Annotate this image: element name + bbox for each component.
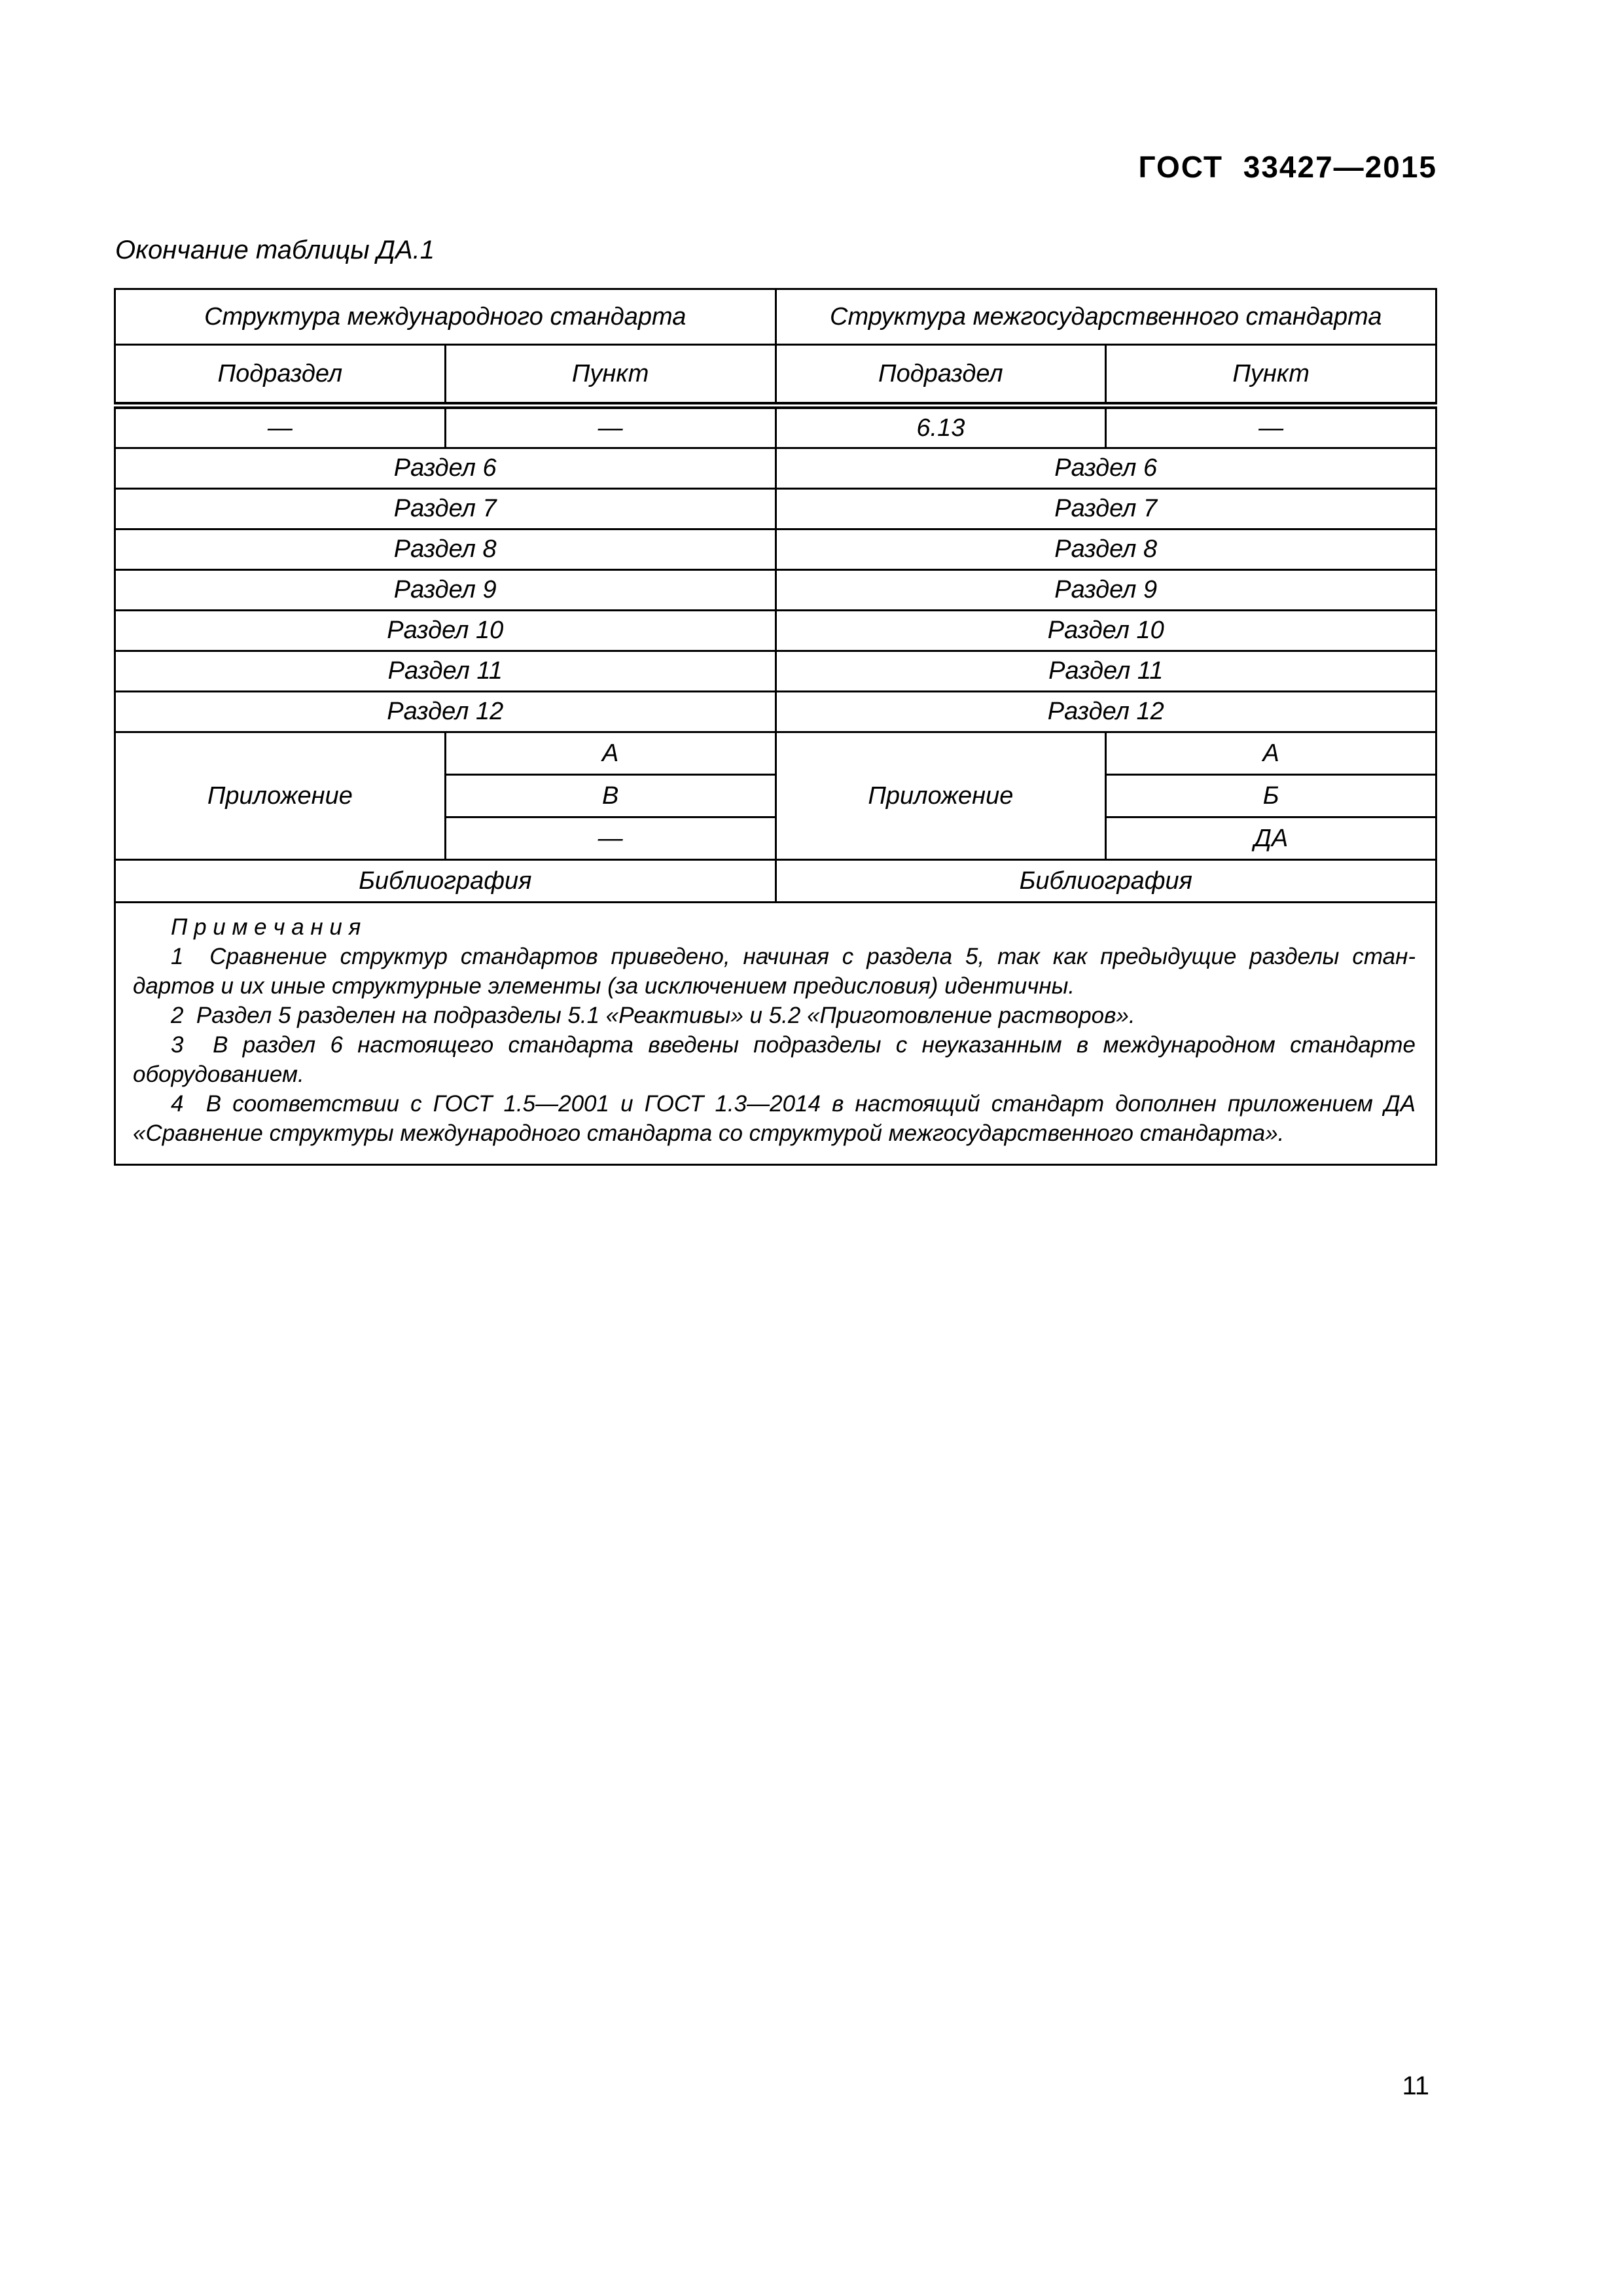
table-row-section-10 xyxy=(115,611,1436,651)
table-cell: Раздел 11 xyxy=(115,651,776,692)
table-cell: — xyxy=(115,406,446,448)
table-row-section-9 xyxy=(115,570,1436,611)
notes-cell xyxy=(115,903,1436,1165)
table-caption: Окончание таблицы ДА.1 xyxy=(115,236,435,264)
table-cell: Раздел 8 xyxy=(776,529,1436,570)
note-line: оборудованием. xyxy=(133,1062,304,1087)
table-cell: Раздел 6 xyxy=(776,448,1436,489)
group-header-row xyxy=(115,289,1436,345)
table-cell: — xyxy=(445,406,776,448)
subheader-intl-clause: Пункт xyxy=(445,345,776,406)
table-cell: В xyxy=(445,775,776,817)
table-cell: Раздел 8 xyxy=(115,529,776,570)
table-cell: Раздел 10 xyxy=(776,611,1436,651)
subheader-interstate-subsection: Подраздел xyxy=(776,345,1106,406)
group-header-international: Структура международного стандарта xyxy=(115,289,776,345)
table-cell: Раздел 9 xyxy=(776,570,1436,611)
notes-title: П р и м е ч а н и я xyxy=(171,914,361,940)
note-line: 3 В раздел 6 настоящего стандарта введены подразделы с неуказанным в международном стандарте xyxy=(171,1032,1416,1058)
table-cell: Раздел 12 xyxy=(776,692,1436,732)
table-row-appendix-1 xyxy=(115,732,1436,775)
table-row-section-8 xyxy=(115,529,1436,570)
table-cell: Раздел 9 xyxy=(115,570,776,611)
table-row-notes xyxy=(115,903,1436,1165)
subheader-interstate-clause: Пункт xyxy=(1106,345,1436,406)
table-cell: ДА xyxy=(1106,817,1436,860)
table-row-section-7 xyxy=(115,489,1436,529)
note-line: 2 Раздел 5 разделен на подразделы 5.1 «Реактивы» и 5.2 «Приготовление растворов». xyxy=(171,1003,1135,1028)
appendix-label-left: Приложение xyxy=(115,732,446,860)
note-line: 4 В соответствии с ГОСТ 1.5—2001 и ГОСТ 1.3—2014 в настоящий стандарт дополнен приложением ДА xyxy=(171,1091,1416,1117)
table-cell: Раздел 11 xyxy=(776,651,1436,692)
subheader-row xyxy=(115,345,1436,406)
table-row-section-6 xyxy=(115,448,1436,489)
table-cell: 6.13 xyxy=(776,406,1106,448)
table-cell: Раздел 6 xyxy=(115,448,776,489)
appendix-label-right: Приложение xyxy=(776,732,1106,860)
table-cell: А xyxy=(445,732,776,775)
page-number: 11 xyxy=(1402,2072,1429,2100)
structure-comparison-table xyxy=(114,288,1437,1166)
table-cell: Раздел 12 xyxy=(115,692,776,732)
table-row-section-11 xyxy=(115,651,1436,692)
table-cell: — xyxy=(445,817,776,860)
table-cell: Раздел 7 xyxy=(776,489,1436,529)
table-row-6-13 xyxy=(115,406,1436,448)
table-cell: Библиография xyxy=(776,860,1436,903)
table-cell: А xyxy=(1106,732,1436,775)
table-cell: Библиография xyxy=(115,860,776,903)
table-cell: — xyxy=(1106,406,1436,448)
note-line: 1 Сравнение структур стандартов приведено, начиная с раздела 5, так как предыдущие разделы стан- xyxy=(171,944,1416,969)
table-row-section-12 xyxy=(115,692,1436,732)
table-row-bibliography xyxy=(115,860,1436,903)
group-header-interstate: Структура межгосударственного стандарта xyxy=(776,289,1436,345)
table-cell: Раздел 10 xyxy=(115,611,776,651)
note-line: «Сравнение структуры международного стандарта со структурой межгосударственного стандарта». xyxy=(133,1121,1285,1146)
subheader-intl-subsection: Подраздел xyxy=(115,345,446,406)
note-line: дартов и их иные структурные элементы (за исключением предисловия) идентичны. xyxy=(133,973,1075,999)
table-cell: Б xyxy=(1106,775,1436,817)
table-cell: Раздел 7 xyxy=(115,489,776,529)
doc-number: ГОСТ 33427—2015 xyxy=(1138,150,1437,184)
